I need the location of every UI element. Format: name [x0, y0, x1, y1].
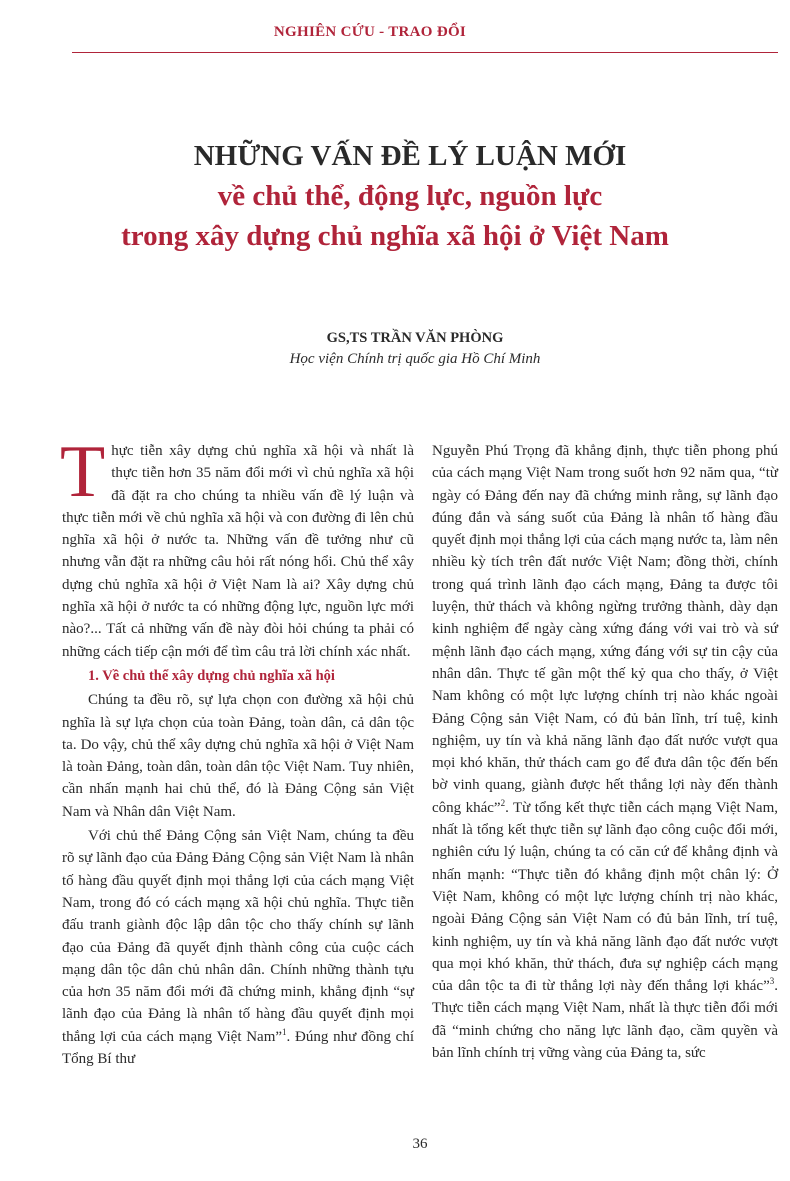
intro-text: hực tiễn xây dựng chủ nghĩa xã hội và nhất là thực tiễn hơn 35 năm đổi mới vì chủ nghĩa xã hội đã đặt ra cho chúng ta nhiều vấn đề lý luận và thực tiễn mới về chủ nghĩa xã hội và con đường đi lên chủ nghĩa xã hội ở nước ta. Những vấn đề tưởng như cũ nhưng vẫn đặt ra những câu hỏi rất nóng hổi. Chủ thể xây dựng chủ nghĩa xã hội ở Việt Nam là ai? Xây dựng chủ nghĩa xã hội ở nước ta có những động lực, nguồn lực mới nào?... Tất cả những vấn đề này đòi hỏi chúng ta phải có những cách tiếp cận mới để tìm câu trả lời chính xác nhất.: [62, 443, 414, 660]
drop-cap: T: [60, 431, 106, 513]
title-line-3: trong xây dựng chủ nghĩa xã hội ở Việt Nam: [121, 220, 669, 252]
title-line-1: NHỮNG VẤN ĐỀ LÝ LUẬN MỚI: [193, 140, 627, 172]
footnote-marker: 1: [282, 1026, 287, 1037]
author-affiliation: Học viện Chính trị quốc gia Hồ Chí Minh: [289, 351, 541, 367]
author-name: GS,TS TRẦN VĂN PHÒNG: [326, 330, 504, 346]
right-column: [432, 440, 778, 1066]
paragraph-text: . Thực tiễn cách mạng Việt Nam, nhất là thực tiễn đổi mới đã “minh chứng cho năng lực lãnh đạo, cầm quyền và bản lĩnh chính trị vững vàng của Đảng ta, sức: [432, 978, 778, 1062]
title-block: [0, 136, 790, 256]
page-number: 36: [412, 1136, 428, 1152]
left-column: [60, 431, 414, 1072]
paragraph-text: . Đúng như đồng chí Tổng Bí thư: [62, 1028, 414, 1068]
title-line-2: về chủ thể, động lực, nguồn lực: [217, 180, 603, 212]
section-heading: 1. Về chủ thể xây dựng chủ nghĩa xã hội: [88, 667, 335, 684]
section-label: NGHIÊN CỨU - TRAO ĐỔI: [273, 24, 467, 40]
footnote-marker: 3: [769, 976, 775, 987]
paragraph-text: Nguyễn Phú Trọng đã khẳng định, thực tiễn phong phú của cách mạng Việt Nam trong suốt hơn 92 năm qua, “từ ngày có Đảng đến nay đã chứng minh rằng, sự lãnh đạo đúng đắn và sáng suốt của Đảng là nhân tố hàng đầu quyết định mọi thắng lợi của cách mạng nước ta, làm nên nhiều kỳ tích trên đất nước Việt Nam; đồng thời, chính trong quá trình lãnh đạo cách mạng, Đảng ta được tôi luyện, thử thách và không ngừng trưởng thành, dày dạn kinh nghiệm để ngày càng xứng đáng với vai trò và sứ mệnh lãnh đạo cách mạng, xứng đáng với sự tin cậy của nhân dân. Thực tế gần một thế kỷ qua cho thấy, ở Việt Nam không có một lực lượng chính trị nào khác ngoài Đảng Cộng sản Việt Nam, có đủ bản lĩnh, trí tuệ, kinh nghiệm, uy tín và khả năng lãnh đạo đất nước vượt qua mọi khó khăn, thử thách cam go để đưa dân tộc đến bến bờ vinh quang, giành được hết thắng lợi này đến thành công khác”: [432, 443, 778, 816]
body-paragraph: Chúng ta đều rõ, sự lựa chọn con đường xã hội chủ nghĩa là sự lựa chọn của toàn Đảng, toàn dân, cả dân tộc ta. Do vậy, chủ thể xây dựng chủ nghĩa xã hội ở Việt Nam là toàn Đảng, toàn dân, toàn dân tộc Việt Nam. Tuy nhiên, cần nhấn mạnh hai chủ thể, đó là Đảng Cộng sản Việt Nam và Nhân dân Việt Nam.: [62, 692, 414, 820]
paragraph-text: Với chủ thể Đảng Cộng sản Việt Nam, chúng ta đều rõ sự lãnh đạo của Đảng Đảng Cộng sản Việt Nam là nhân tố hàng đầu quyết định mọi thắng lợi của cách mạng Việt Nam, trong đó có cách mạng xã hội chủ nghĩa. Thực tiễn đấu tranh giành độc lập dân tộc cho thấy chính sự lãnh đạo của Đảng đã quyết định thành công của cuộc cách mạng dân tộc dân chủ nhân dân. Chính những thành tựu của hơn 35 năm đổi mới đã chứng minh, khẳng định “sự lãnh đạo của Đảng là nhân tố hàng đầu quyết định mọi thắng lợi của cách mạng Việt Nam”: [62, 828, 414, 1045]
body-paragraph: [432, 440, 778, 1064]
intro-paragraph: [60, 431, 414, 663]
paragraph-text: . Từ tổng kết thực tiễn cách mạng Việt Nam, nhất là tổng kết thực tiễn sự lãnh đạo công cuộc đổi mới, nghiên cứu lý luận, chúng ta có căn cứ để khẳng định và nhấn mạnh: “Thực tiễn đó khẳng định một chân lý: Ở Việt Nam, không có một lực lượng chính trị nào khác, ngoài Đảng Cộng sản Việt Nam có đủ bản lĩnh, trí tuệ, kinh nghiệm, uy tín và khả năng lãnh đạo đất nước vượt qua mọi khó khăn, thử thách, đưa sự nghiệp cách mạng của dân tộc ta đi từ thắng lợi này đến thắng lợi khác”: [432, 799, 778, 995]
header-rule: [72, 52, 778, 53]
footnote-marker: 2: [500, 797, 506, 808]
body-paragraph: [62, 825, 414, 1070]
author-block: [0, 328, 790, 370]
